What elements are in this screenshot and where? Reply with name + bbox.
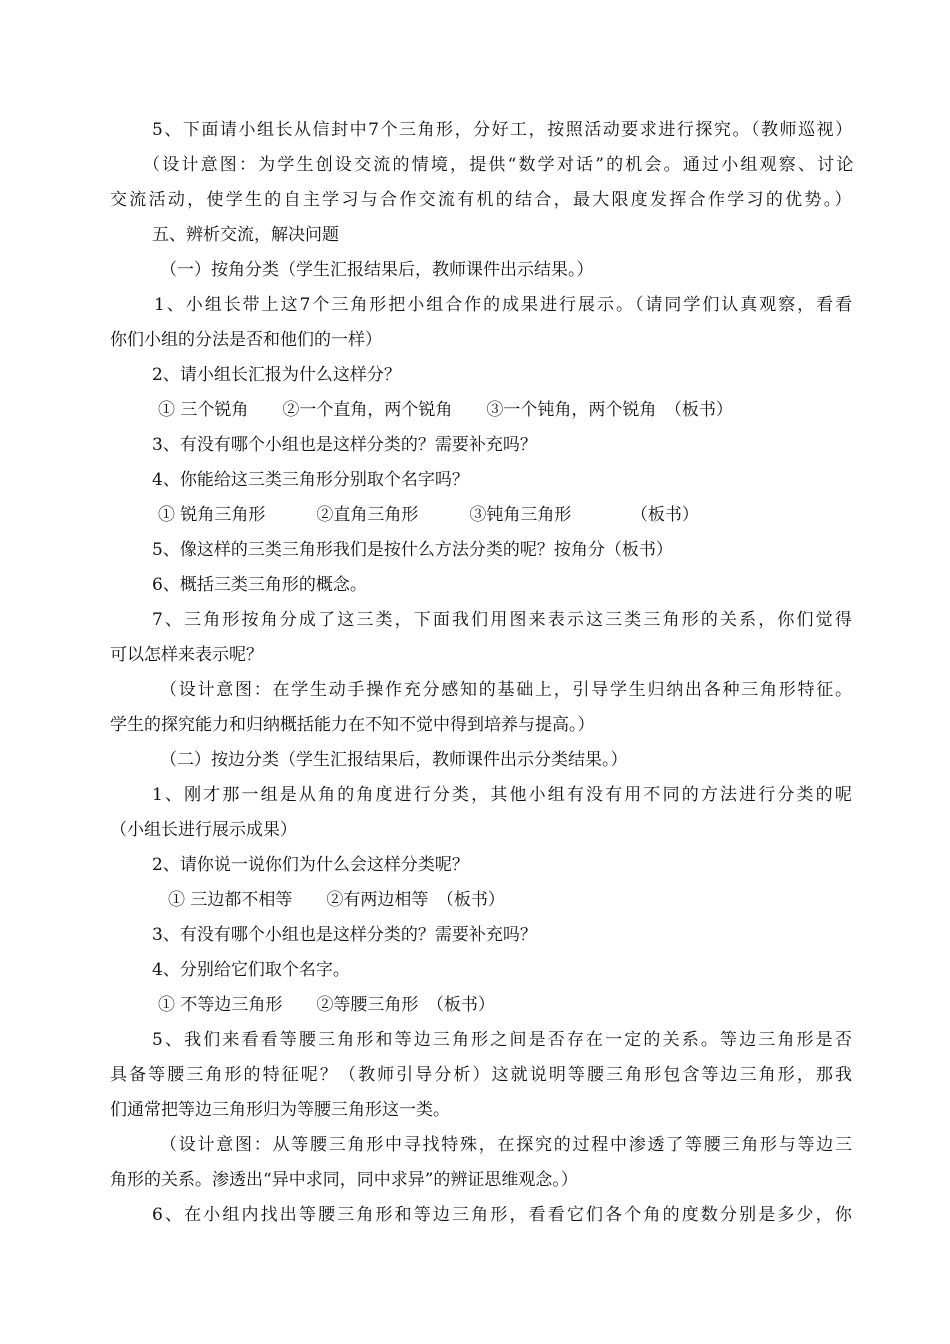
- text-line: 2、请小组长汇报为什么这样分？: [152, 365, 401, 385]
- text-line: 6、在小组内找出等腰三角形和等边三角形，看看它们各个角的度数分别是多少，你: [152, 1205, 854, 1225]
- text-line: 4、分别给它们取个名字。: [152, 960, 350, 980]
- text-line: 6、概括三类三角形的概念。: [152, 575, 367, 595]
- text-line: ① 锐角三角形 ②直角三角形 ③钝角三角形 （板书）: [158, 505, 699, 525]
- text-line: 4、你能给这三类三角形分别取个名字吗？: [152, 470, 469, 490]
- text-line: 5、我们来看看等腰三角形和等边三角形之间是否存在一定的关系。等边三角形是否: [152, 1030, 854, 1050]
- text-line: 3、有没有哪个小组也是这样分类的？需要补充吗？: [152, 435, 537, 455]
- text-line: （设计意图：为学生创设交流的情境，提供“数学对话”的机会。通过小组观察、讨论: [143, 155, 856, 175]
- text-line: 5、下面请小组长从信封中7个三角形，分好工，按照活动要求进行探究。（教师巡视）: [152, 120, 854, 140]
- text-line: 5、像这样的三类三角形我们是按什么方法分类的呢？按角分（板书）: [152, 540, 673, 560]
- text-line: ① 不等边三角形 ②等腰三角形 （板书）: [158, 995, 495, 1015]
- text-line: （设计意图：在学生动手操作充分感知的基础上，引导学生归纳出各种三角形特征。: [160, 680, 854, 700]
- text-line: （小组长进行展示成果）: [110, 820, 297, 840]
- text-line: 1、刚才那一组是从角的角度进行分类，其他小组有没有用不同的方法进行分类的呢: [152, 785, 854, 805]
- subsection-heading: （二）按边分类（学生汇报结果后，教师课件出示分类结果。）: [160, 750, 628, 770]
- subsection-heading: （一）按角分类（学生汇报结果后，教师课件出示结果。）: [160, 260, 594, 280]
- text-line: ① 三边都不相等 ②有两边相等 （板书）: [168, 890, 505, 910]
- text-line: 1、小组长带上这7个三角形把小组合作的成果进行展示。（请同学们认真观察，看看: [154, 295, 855, 315]
- text-line: 3、有没有哪个小组也是这样分类的？需要补充吗？: [152, 925, 537, 945]
- text-line: 可以怎样来表示呢？: [110, 645, 263, 665]
- text-line: （设计意图：从等腰三角形中寻找特殊，在探究的过程中渗透了等腰三角形与等边三: [160, 1135, 854, 1155]
- text-line: 角形的关系。渗透出“异中求同，同中求异”的辨证思维观念。）: [110, 1170, 578, 1190]
- text-line: 你们小组的分法是否和他们的一样）: [110, 330, 382, 350]
- text-line: 7、三角形按角分成了这三类，下面我们用图来表示这三类三角形的关系，你们觉得: [152, 610, 854, 630]
- text-line: 们通常把等边三角形归为等腰三角形这一类。: [110, 1100, 450, 1120]
- text-line: 交流活动，使学生的自主学习与合作交流有机的结合，最大限度发挥合作学习的优势。）: [110, 190, 854, 210]
- text-line: 具备等腰三角形的特征呢？（教师引导分析）这就说明等腰三角形包含等边三角形，那我: [110, 1065, 855, 1085]
- text-line: ① 三个锐角 ②一个直角，两个锐角 ③一个钝角，两个锐角 （板书）: [158, 400, 733, 420]
- section-heading: 五、辨析交流，解决问题: [152, 225, 339, 245]
- text-line: 学生的探究能力和归纳概括能力在不知不觉中得到培养与提高。）: [110, 715, 595, 735]
- text-line: 2、请你说一说你们为什么会这样分类呢？: [152, 855, 469, 875]
